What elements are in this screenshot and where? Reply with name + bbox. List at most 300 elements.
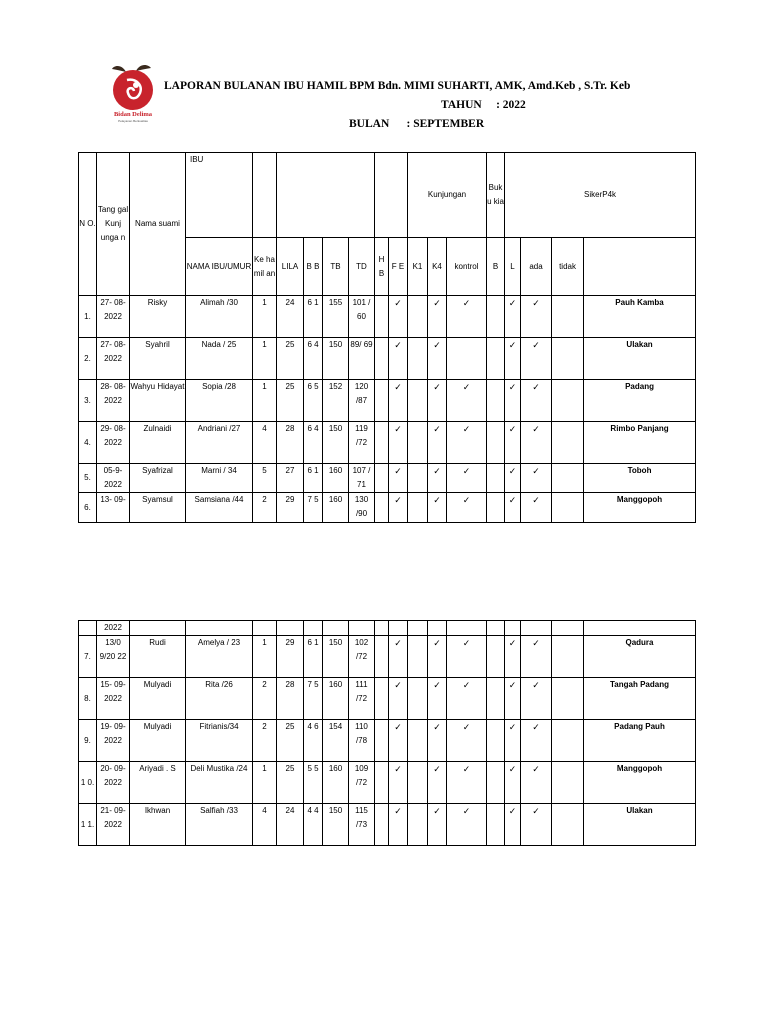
checkmark-icon: ✓ xyxy=(462,424,471,434)
cell-l xyxy=(505,338,521,380)
cell-l xyxy=(505,422,521,464)
cell-lila: 25 xyxy=(277,338,304,380)
cell-tanggal: 27- 08- 2022 xyxy=(97,296,130,338)
cell-tanggal: 28- 08- 2022 xyxy=(97,380,130,422)
cell-lila: 25 xyxy=(277,720,304,762)
cell-b xyxy=(487,422,505,464)
table-row xyxy=(79,296,696,338)
cell-l xyxy=(505,493,521,523)
checkmark-icon: ✓ xyxy=(433,722,441,732)
report-table-page-1 xyxy=(78,152,696,523)
cell-hb xyxy=(375,636,389,678)
cell-nama-suami: Ikhwan xyxy=(130,804,186,846)
cell-tb: 160 xyxy=(323,762,349,804)
cell-tb: 160 xyxy=(323,678,349,720)
cell-k4 xyxy=(428,762,447,804)
cell-no: 2. xyxy=(79,338,97,380)
cell-td: 119 /72 xyxy=(349,422,375,464)
cell-l xyxy=(505,296,521,338)
cell-bb: 7 5 xyxy=(304,678,323,720)
cell-kontrol xyxy=(447,804,487,846)
cell-alamat: Rimbo Panjang xyxy=(584,422,696,464)
cell-k1 xyxy=(408,678,428,720)
logo-tagline: Pelayanan Berkualitas xyxy=(118,119,148,123)
cell-ada xyxy=(521,380,552,422)
header-kehamilan: Ke ha mil an xyxy=(253,238,277,296)
cell-k1 xyxy=(408,804,428,846)
cell-l xyxy=(505,380,521,422)
cell-hb xyxy=(375,380,389,422)
cell-fe xyxy=(389,720,408,762)
cell-td: 115 /73 xyxy=(349,804,375,846)
cell-blank xyxy=(304,621,323,636)
checkmark-icon: ✓ xyxy=(532,340,540,350)
header-nama-suami: Nama suami xyxy=(130,153,186,296)
checkmark-icon: ✓ xyxy=(508,466,517,476)
report-table-page-2 xyxy=(78,620,696,846)
table-row xyxy=(79,493,696,523)
cell-kehamilan: 4 xyxy=(253,422,277,464)
cell-tidak xyxy=(552,678,584,720)
cell-blank xyxy=(277,621,304,636)
cell-k1 xyxy=(408,380,428,422)
cell-bb: 7 5 xyxy=(304,493,323,523)
cell-kontrol xyxy=(447,762,487,804)
header-l: L xyxy=(505,238,521,296)
table-row xyxy=(79,720,696,762)
cell-tanggal: 29- 08- 2022 xyxy=(97,422,130,464)
cell-alamat: Ulakan xyxy=(584,338,696,380)
cell-k1 xyxy=(408,720,428,762)
checkmark-icon: ✓ xyxy=(508,382,517,392)
cell-bb: 4 6 xyxy=(304,720,323,762)
cell-td: 102 /72 xyxy=(349,636,375,678)
checkmark-icon: ✓ xyxy=(433,340,441,350)
checkmark-icon: ✓ xyxy=(532,722,540,732)
table-row xyxy=(79,762,696,804)
cell-bb: 4 4 xyxy=(304,804,323,846)
checkmark-icon: ✓ xyxy=(532,382,540,392)
cell-bb: 5 5 xyxy=(304,762,323,804)
header-no: N O. xyxy=(79,153,97,296)
cell-blank xyxy=(584,621,696,636)
cell-blank xyxy=(375,621,389,636)
cell-kehamilan: 4 xyxy=(253,804,277,846)
cell-blank xyxy=(521,621,552,636)
cell-alamat: Pauh Kamba xyxy=(584,296,696,338)
cell-nama-ibu: Marni / 34 xyxy=(186,464,253,493)
cell-k4 xyxy=(428,338,447,380)
header-ibu: IBU xyxy=(186,153,253,238)
cell-nama-suami: Mulyadi xyxy=(130,678,186,720)
cell-k1 xyxy=(408,338,428,380)
header-fe: F E xyxy=(389,238,408,296)
cell-nama-suami: Wahyu Hidayat xyxy=(130,380,186,422)
checkmark-icon: ✓ xyxy=(394,466,402,476)
checkmark-icon: ✓ xyxy=(508,806,517,816)
cell-ada xyxy=(521,422,552,464)
checkmark-icon: ✓ xyxy=(394,495,402,505)
checkmark-icon: ✓ xyxy=(462,722,471,732)
cell-l xyxy=(505,678,521,720)
cell-hb xyxy=(375,422,389,464)
cell-alamat: Manggopoh xyxy=(584,493,696,523)
header-nama-ibu: NAMA IBU/UMUR xyxy=(186,238,253,296)
cell-no: 9. xyxy=(79,720,97,762)
header-lila: LILA xyxy=(277,238,304,296)
cell-b xyxy=(487,338,505,380)
cell-tidak xyxy=(552,804,584,846)
cell-no: 1 0. xyxy=(79,762,97,804)
cell-tidak xyxy=(552,338,584,380)
cell-tb: 154 xyxy=(323,720,349,762)
cell-lila: 28 xyxy=(277,678,304,720)
checkmark-icon: ✓ xyxy=(508,764,517,774)
cell-l xyxy=(505,762,521,804)
cell-bb: 6 5 xyxy=(304,380,323,422)
cell-lila: 28 xyxy=(277,422,304,464)
cell-alamat: Padang Pauh xyxy=(584,720,696,762)
logo-leaf-left xyxy=(112,66,126,72)
cell-alamat: Manggopoh xyxy=(584,762,696,804)
cell-kehamilan: 2 xyxy=(253,678,277,720)
cell-tb: 152 xyxy=(323,380,349,422)
header-ada: ada xyxy=(521,238,552,296)
cell-tb: 150 xyxy=(323,804,349,846)
cell-blank xyxy=(79,621,97,636)
cell-b xyxy=(487,720,505,762)
cell-k4 xyxy=(428,804,447,846)
cell-fe xyxy=(389,493,408,523)
cell-nama-suami: Syamsul xyxy=(130,493,186,523)
header-tb: TB xyxy=(323,238,349,296)
checkmark-icon: ✓ xyxy=(508,680,517,690)
cell-nama-ibu: Samsiana /44 xyxy=(186,493,253,523)
cell-fe xyxy=(389,804,408,846)
cell-hb xyxy=(375,720,389,762)
checkmark-icon: ✓ xyxy=(508,340,517,350)
cell-tanggal: 19- 09- 2022 xyxy=(97,720,130,762)
cell-lila: 29 xyxy=(277,636,304,678)
checkmark-icon: ✓ xyxy=(394,722,402,732)
cell-kehamilan: 1 xyxy=(253,296,277,338)
header-tanggal: Tang gal Kunj unga n xyxy=(97,153,130,296)
table-body-page-1 xyxy=(79,296,696,523)
cell-blank xyxy=(428,621,447,636)
cell-tidak xyxy=(552,296,584,338)
cell-lila: 27 xyxy=(277,464,304,493)
cell-kontrol xyxy=(447,464,487,493)
cell-alamat: Toboh xyxy=(584,464,696,493)
year-label: TAHUN xyxy=(441,99,482,111)
cell-b xyxy=(487,380,505,422)
cell-kontrol xyxy=(447,720,487,762)
cell-td: 107 / 71 xyxy=(349,464,375,493)
cell-kehamilan: 2 xyxy=(253,720,277,762)
checkmark-icon: ✓ xyxy=(433,382,441,392)
cell-kehamilan: 1 xyxy=(253,338,277,380)
month-label: BULAN xyxy=(349,118,390,130)
cell-hb xyxy=(375,338,389,380)
cell-fe xyxy=(389,338,408,380)
cell-tb: 155 xyxy=(323,296,349,338)
cell-l xyxy=(505,464,521,493)
cell-fe xyxy=(389,678,408,720)
checkmark-icon: ✓ xyxy=(462,806,471,816)
cell-no: 1. xyxy=(79,296,97,338)
cell-tb: 150 xyxy=(323,636,349,678)
header-k4: K4 xyxy=(428,238,447,296)
cell-fe xyxy=(389,636,408,678)
cell-nama-ibu: Sopia /28 xyxy=(186,380,253,422)
checkmark-icon: ✓ xyxy=(433,466,441,476)
table-row xyxy=(79,678,696,720)
cell-blank xyxy=(487,621,505,636)
cell-nama-ibu: Amelya / 23 xyxy=(186,636,253,678)
cell-k4 xyxy=(428,422,447,464)
cell-kehamilan: 1 xyxy=(253,762,277,804)
table-row-continuation xyxy=(79,621,696,636)
cell-nama-suami: Rudi xyxy=(130,636,186,678)
cell-b xyxy=(487,678,505,720)
cell-bb: 6 4 xyxy=(304,338,323,380)
cell-tanggal: 15- 09- 2022 xyxy=(97,678,130,720)
cell-lila: 29 xyxy=(277,493,304,523)
cell-alamat: Ulakan xyxy=(584,804,696,846)
cell-ada xyxy=(521,296,552,338)
cell-nama-ibu: Salfiah /33 xyxy=(186,804,253,846)
logo-leaf-right xyxy=(136,65,151,71)
header-k1: K1 xyxy=(408,238,428,296)
cell-fe xyxy=(389,762,408,804)
cell-k1 xyxy=(408,762,428,804)
cell-k1 xyxy=(408,464,428,493)
cell-hb xyxy=(375,464,389,493)
cell-kehamilan: 1 xyxy=(253,636,277,678)
cell-nama-suami: Zulnaidi xyxy=(130,422,186,464)
cell-kontrol xyxy=(447,493,487,523)
cell-blank xyxy=(408,621,428,636)
checkmark-icon: ✓ xyxy=(508,424,517,434)
cell-hb xyxy=(375,678,389,720)
header-tidak: tidak xyxy=(552,238,584,296)
cell-kontrol xyxy=(447,422,487,464)
checkmark-icon: ✓ xyxy=(394,424,402,434)
cell-k4 xyxy=(428,678,447,720)
cell-tidak xyxy=(552,636,584,678)
cell-alamat: Padang xyxy=(584,380,696,422)
cell-ada xyxy=(521,678,552,720)
checkmark-icon: ✓ xyxy=(532,680,540,690)
cell-k1 xyxy=(408,636,428,678)
cell-nama-ibu: Alimah /30 xyxy=(186,296,253,338)
checkmark-icon: ✓ xyxy=(532,495,540,505)
cell-k4 xyxy=(428,380,447,422)
cell-b xyxy=(487,296,505,338)
cell-ada xyxy=(521,464,552,493)
header-blank xyxy=(375,153,408,238)
cell-tidak xyxy=(552,493,584,523)
cell-td: 101 / 60 xyxy=(349,296,375,338)
cell-tanggal: 13- 09- xyxy=(97,493,130,523)
cell-blank xyxy=(253,621,277,636)
header-kunjungan: Kunjungan xyxy=(408,153,487,238)
checkmark-icon: ✓ xyxy=(462,466,471,476)
checkmark-icon: ✓ xyxy=(532,638,540,648)
header-hb: H B xyxy=(375,238,389,296)
checkmark-icon: ✓ xyxy=(433,298,441,308)
cell-tanggal: 21- 09- 2022 xyxy=(97,804,130,846)
cell-nama-suami: Syahril xyxy=(130,338,186,380)
checkmark-icon: ✓ xyxy=(433,495,441,505)
cell-k1 xyxy=(408,493,428,523)
cell-td: 110 /78 xyxy=(349,720,375,762)
checkmark-icon: ✓ xyxy=(433,806,441,816)
cell-tanggal: 05-9- 2022 xyxy=(97,464,130,493)
cell-hb xyxy=(375,296,389,338)
cell-kontrol xyxy=(447,380,487,422)
cell-k4 xyxy=(428,720,447,762)
cell-alamat: Tangah Padang xyxy=(584,678,696,720)
checkmark-icon: ✓ xyxy=(532,424,540,434)
checkmark-icon: ✓ xyxy=(462,638,471,648)
cell-kehamilan: 5 xyxy=(253,464,277,493)
cell-kontrol xyxy=(447,678,487,720)
checkmark-icon: ✓ xyxy=(433,424,441,434)
cell-kontrol xyxy=(447,338,487,380)
cell-blank xyxy=(505,621,521,636)
cell-b xyxy=(487,464,505,493)
cell-hb xyxy=(375,762,389,804)
cell-td: 130 /90 xyxy=(349,493,375,523)
cell-tidak xyxy=(552,720,584,762)
checkmark-icon: ✓ xyxy=(394,340,402,350)
cell-td: 120 /87 xyxy=(349,380,375,422)
cell-kehamilan: 1 xyxy=(253,380,277,422)
checkmark-icon: ✓ xyxy=(394,298,402,308)
cell-k4 xyxy=(428,296,447,338)
cell-tanggal: 20- 09- 2022 xyxy=(97,762,130,804)
cell-blank xyxy=(447,621,487,636)
cell-blank xyxy=(552,621,584,636)
header-blank xyxy=(277,153,375,238)
cell-ada xyxy=(521,804,552,846)
cell-nama-ibu: Fitrianis/34 xyxy=(186,720,253,762)
cell-bb: 6 4 xyxy=(304,422,323,464)
checkmark-icon: ✓ xyxy=(394,806,402,816)
cell-fe xyxy=(389,464,408,493)
cell-nama-ibu: Rita /26 xyxy=(186,678,253,720)
cell-k4 xyxy=(428,636,447,678)
table-row xyxy=(79,804,696,846)
cell-kontrol xyxy=(447,636,487,678)
checkmark-icon: ✓ xyxy=(433,680,441,690)
cell-blank xyxy=(349,621,375,636)
table-row xyxy=(79,422,696,464)
month-value: : SEPTEMBER xyxy=(406,118,485,130)
report-year xyxy=(441,99,526,111)
header-buku-kia: Buku kia xyxy=(487,153,505,238)
checkmark-icon: ✓ xyxy=(394,638,402,648)
checkmark-icon: ✓ xyxy=(508,722,517,732)
cell-bb: 6 1 xyxy=(304,464,323,493)
cell-nama-ibu: Deli Mustika /24 xyxy=(186,762,253,804)
checkmark-icon: ✓ xyxy=(532,806,540,816)
cell-tb: 160 xyxy=(323,493,349,523)
table-row xyxy=(79,636,696,678)
header-blank xyxy=(584,238,696,296)
cell-no: 6. xyxy=(79,493,97,523)
checkmark-icon: ✓ xyxy=(433,638,441,648)
cell-tanggal: 13/0 9/20 22 xyxy=(97,636,130,678)
cell-fe xyxy=(389,380,408,422)
cell-nama-suami: Syafrizal xyxy=(130,464,186,493)
cell-k4 xyxy=(428,464,447,493)
cell-bb: 6 1 xyxy=(304,296,323,338)
cell-td: 109 /72 xyxy=(349,762,375,804)
header-blank xyxy=(253,153,277,238)
cell-no: 7. xyxy=(79,636,97,678)
cell-nama-suami: Ariyadi . S xyxy=(130,762,186,804)
cell-tb: 150 xyxy=(323,338,349,380)
cell-blank xyxy=(323,621,349,636)
logo-head-icon xyxy=(133,82,139,88)
checkmark-icon: ✓ xyxy=(394,680,402,690)
year-value: : 2022 xyxy=(496,99,526,111)
cell-b xyxy=(487,804,505,846)
header-sikerp4k: SikerP4k xyxy=(505,153,696,238)
cell-no: 3. xyxy=(79,380,97,422)
cell-fe xyxy=(389,422,408,464)
cell-td: 111 /72 xyxy=(349,678,375,720)
cell-bb: 6 1 xyxy=(304,636,323,678)
cell-blank xyxy=(389,621,408,636)
cell-tanggal-continuation: 2022 xyxy=(97,621,130,636)
cell-lila: 25 xyxy=(277,380,304,422)
table-body-page-2 xyxy=(79,621,696,846)
cell-l xyxy=(505,636,521,678)
checkmark-icon: ✓ xyxy=(462,298,471,308)
cell-ada xyxy=(521,493,552,523)
cell-lila: 24 xyxy=(277,296,304,338)
checkmark-icon: ✓ xyxy=(532,466,540,476)
cell-tidak xyxy=(552,422,584,464)
cell-lila: 24 xyxy=(277,804,304,846)
cell-b xyxy=(487,636,505,678)
cell-no: 1 1. xyxy=(79,804,97,846)
cell-td: 89/ 69 xyxy=(349,338,375,380)
header-kontrol: kontrol xyxy=(447,238,487,296)
logo-caption: Bidan Delima xyxy=(113,111,153,118)
cell-k1 xyxy=(408,422,428,464)
cell-kontrol xyxy=(447,296,487,338)
cell-nama-ibu: Andriani /27 xyxy=(186,422,253,464)
checkmark-icon: ✓ xyxy=(508,638,517,648)
cell-b xyxy=(487,762,505,804)
checkmark-icon: ✓ xyxy=(532,298,540,308)
header-b: B xyxy=(487,238,505,296)
cell-tidak xyxy=(552,380,584,422)
checkmark-icon: ✓ xyxy=(532,764,540,774)
report-month xyxy=(349,118,484,130)
cell-lila: 25 xyxy=(277,762,304,804)
cell-hb xyxy=(375,804,389,846)
cell-no: 5. xyxy=(79,464,97,493)
cell-k1 xyxy=(408,296,428,338)
cell-l xyxy=(505,720,521,762)
cell-nama-ibu: Nada / 25 xyxy=(186,338,253,380)
cell-kehamilan: 2 xyxy=(253,493,277,523)
